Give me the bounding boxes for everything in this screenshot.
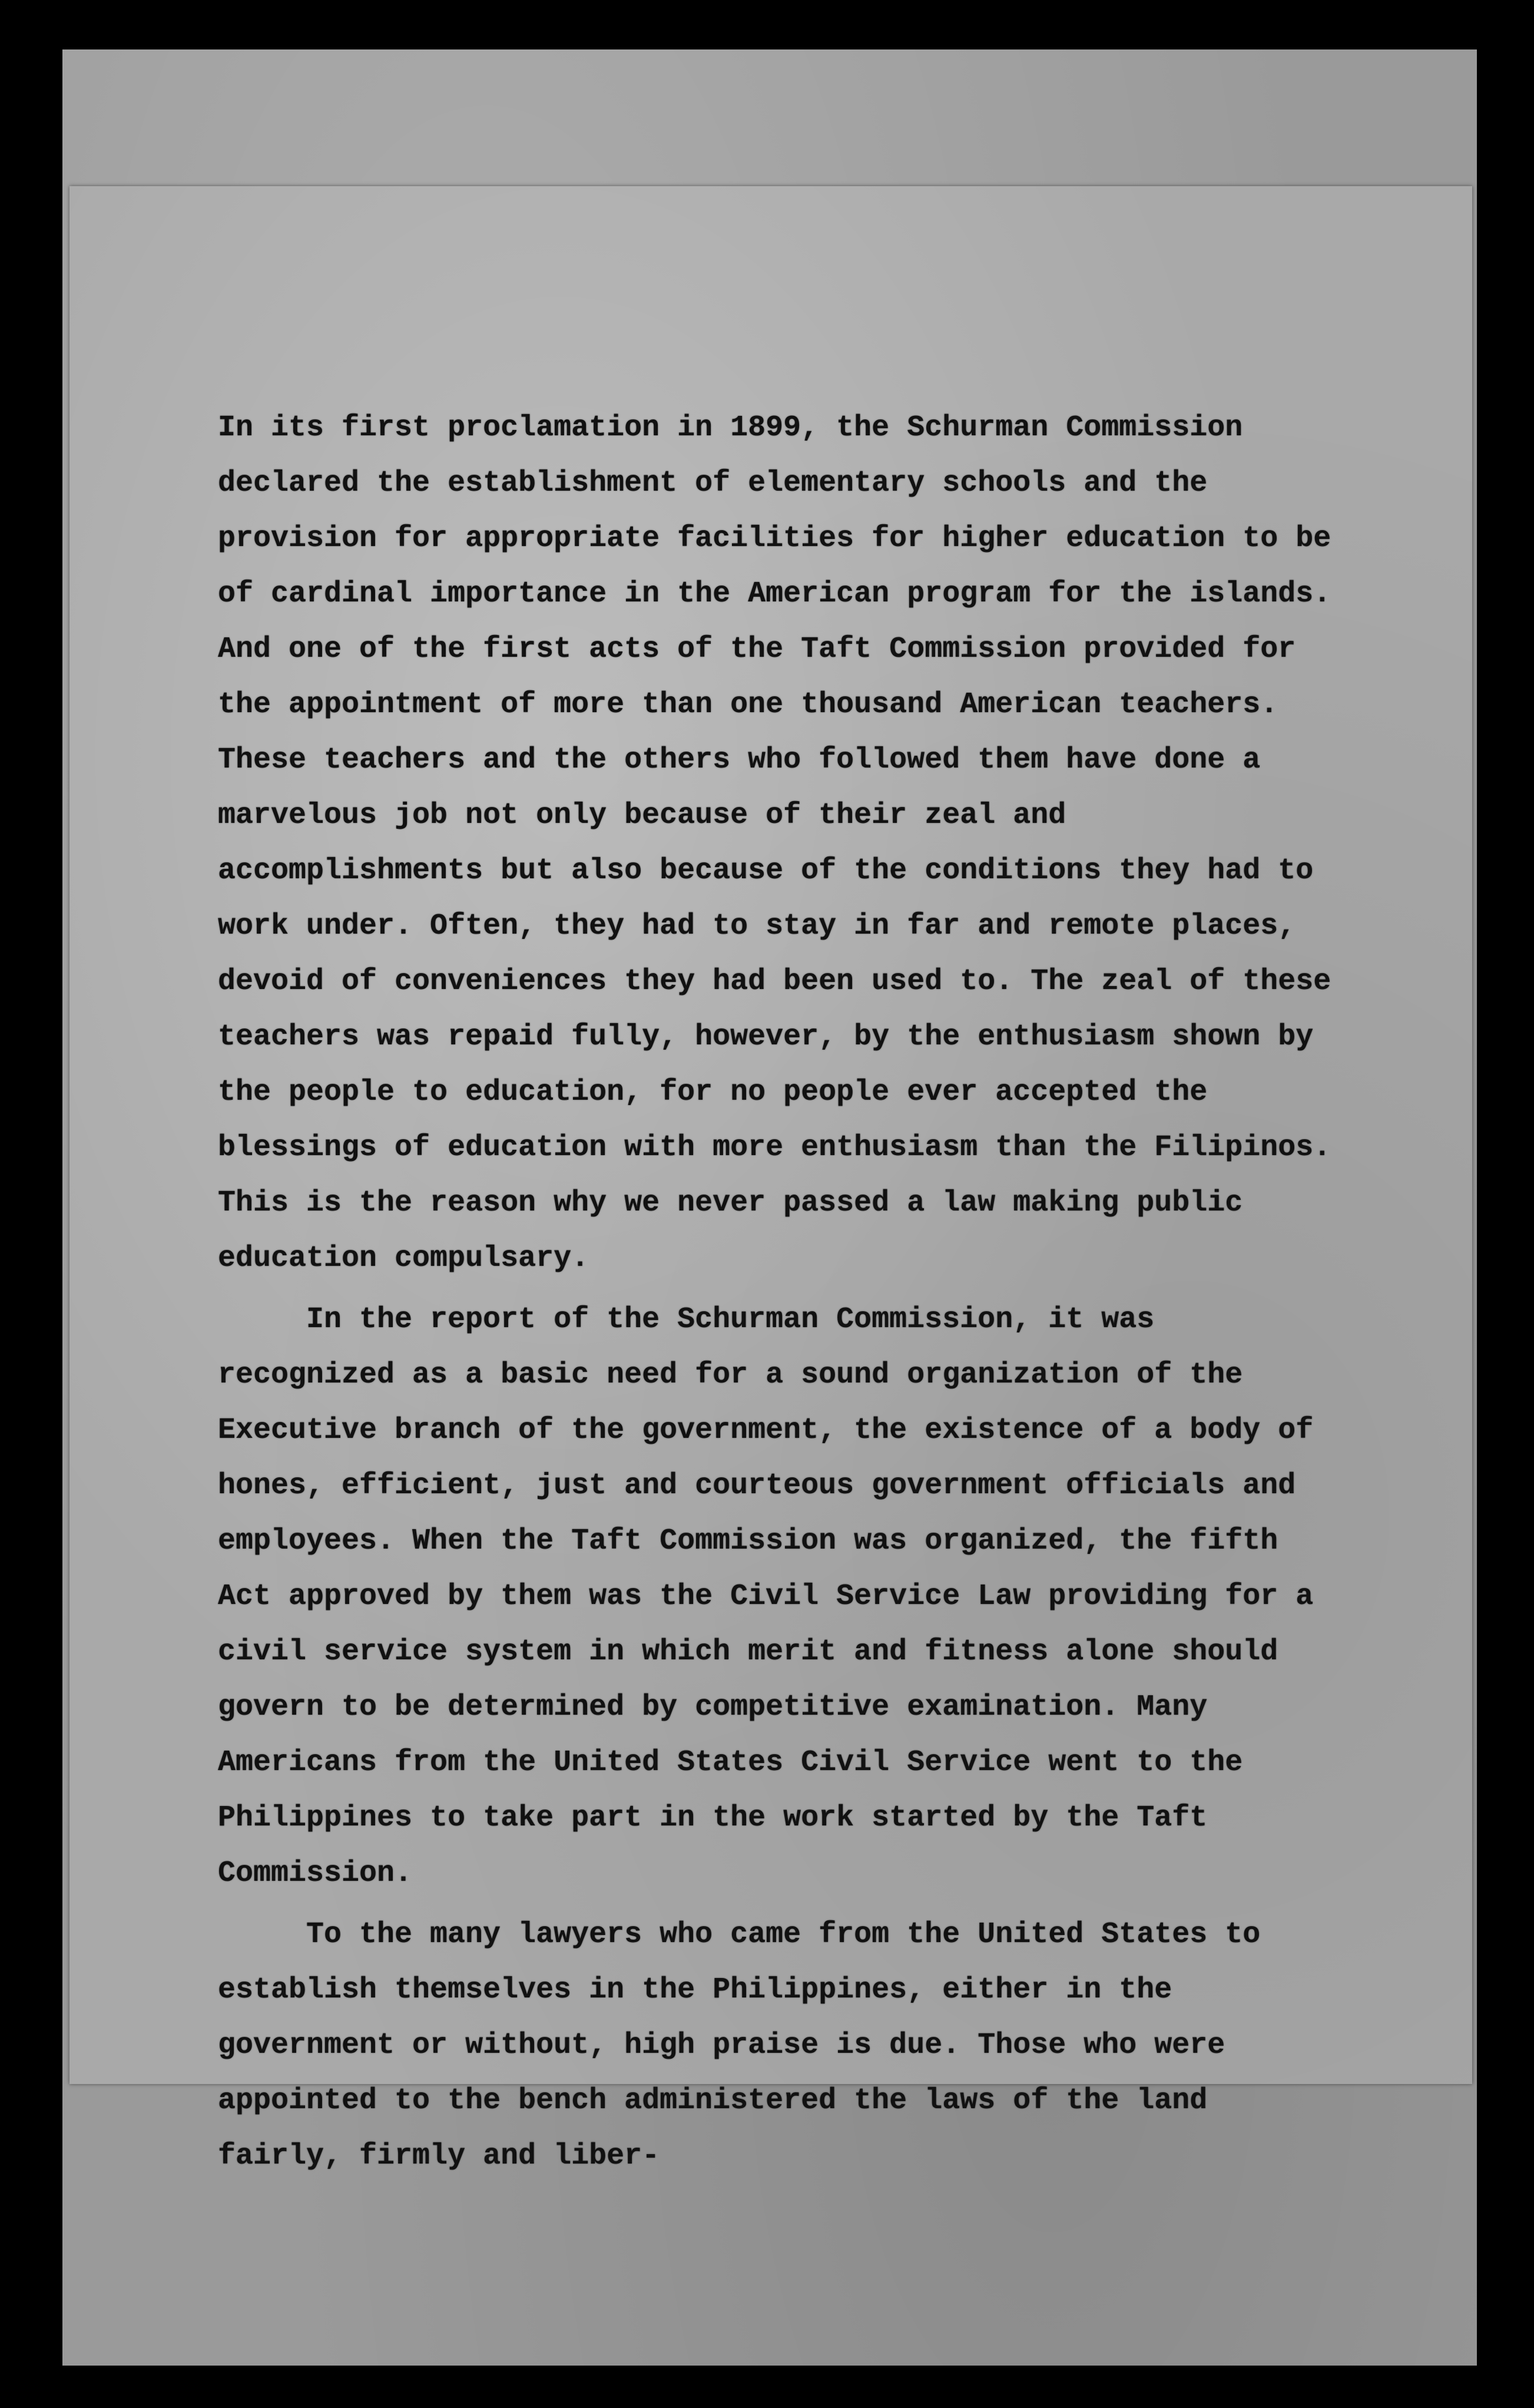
paragraph-schools: In its first proclamation in 1899, the Schurman Commission declared the establishment of elementary schools and the provision for appropriate facilities for higher education to be of cardinal importance in the American program for the islands. And one of the first acts of the Taft Commission provided for the appointment of more than one thousand American teachers. These teachers and the others who followed them have done a marvelous job not only because of their zeal and accomplishments but also because of the conditions they had to work under. Often, they had to stay in far and remote places, devoid of conveniences they had been used to. The zeal of these teachers was repaid fully, however, by the enthusiasm shown by the people to education, for no people ever accepted the blessings of education with more enthusiasm than the Filipinos. This is the reason why we never passed a law making public education compulsary. — [218, 411, 1331, 1275]
paragraph-civil-service: In the report of the Schurman Commission, it was recognized as a basic need for a sound organization of the Executive branch of the government, the existence of a body of hones, efficient, just and courteous government officials and employees. When the Taft Commission was organized, the fifth Act approved by them was the Civil Service Law providing for a civil service system in which merit and fitness alone should govern to be determined by competitive examination. Many Americans from the United States Civil Service went to the Philippines to take part in the work started by the Taft Commission. — [218, 1303, 1314, 1890]
paragraph-lawyers: To the many lawyers who came from the United States to establish themselves in the Philippines, either in the government or without, high praise is due. Those who were appointed to the bench administered the laws of the land fairly, firmly and liber- — [218, 1918, 1261, 2173]
document-body — [218, 401, 1337, 2184]
